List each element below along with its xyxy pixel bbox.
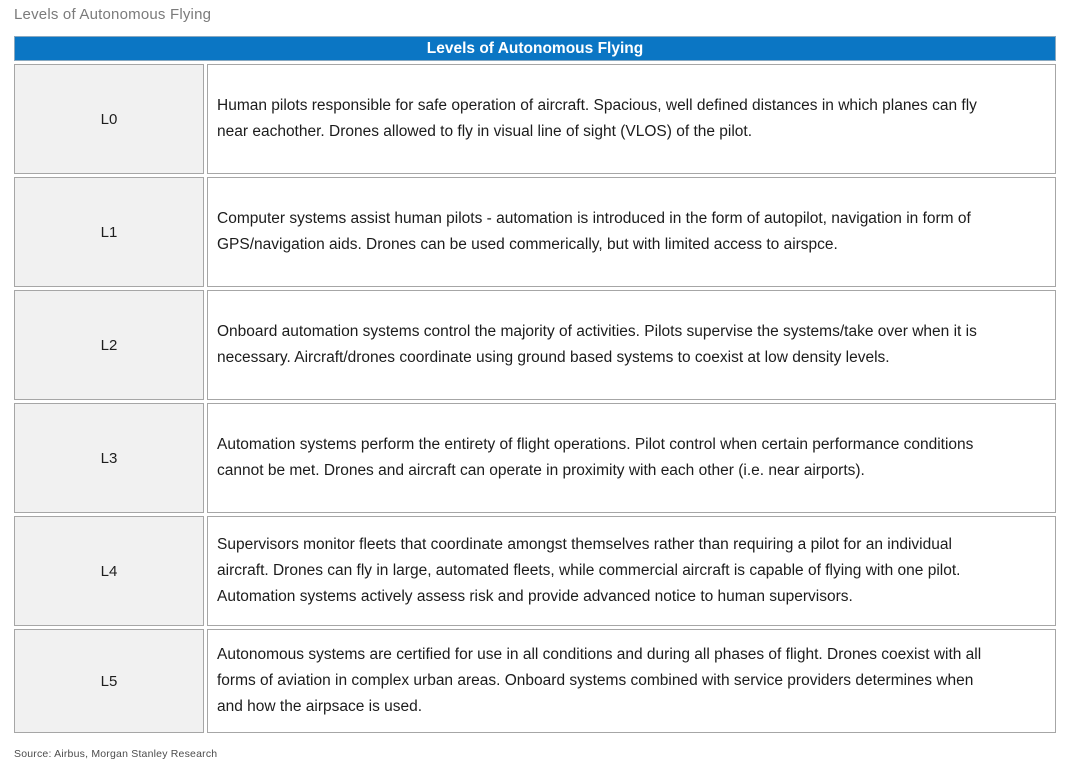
- level-cell: L3: [14, 403, 204, 513]
- table-row: [14, 64, 1056, 174]
- level-cell: L1: [14, 177, 204, 287]
- description-cell: Human pilots responsible for safe operation of aircraft. Spacious, well defined distances in which planes can fly near eachother. Drones allowed to fly in visual line of sight (VLOS) of the pilot.: [207, 64, 1056, 174]
- table-row: [14, 516, 1056, 626]
- autonomy-levels-table: [14, 36, 1056, 733]
- description-cell: Computer systems assist human pilots - automation is introduced in the form of autopilot, navigation in form of GPS/navigation aids. Drones can be used commerically, but with limited access to airspce.: [207, 177, 1056, 287]
- level-cell: L0: [14, 64, 204, 174]
- level-cell: L5: [14, 629, 204, 733]
- page-title: Levels of Autonomous Flying: [14, 6, 212, 23]
- table-row: [14, 177, 1056, 287]
- table-row: [14, 629, 1056, 733]
- table-row: [14, 290, 1056, 400]
- description-cell: Automation systems perform the entirety of flight operations. Pilot control when certain performance conditions cannot be met. Drones and aircraft can operate in proximity with each other (i.e. near airports).: [207, 403, 1056, 513]
- table-row: [14, 403, 1056, 513]
- description-cell: Supervisors monitor fleets that coordinate amongst themselves rather than requiring a pilot for an individual aircraft. Drones can fly in large, automated fleets, while commercial aircraft is capable of flying with one pilot. Automation systems actively assess risk and provide advanced notice to human supervisors.: [207, 516, 1056, 626]
- source-note: Source: Airbus, Morgan Stanley Research: [14, 748, 218, 760]
- table-header: Levels of Autonomous Flying: [14, 36, 1056, 61]
- level-cell: L4: [14, 516, 204, 626]
- description-cell: Onboard automation systems control the majority of activities. Pilots supervise the systems/take over when it is necessary. Aircraft/drones coordinate using ground based systems to coexist at low density levels.: [207, 290, 1056, 400]
- level-cell: L2: [14, 290, 204, 400]
- description-cell: Autonomous systems are certified for use in all conditions and during all phases of flight. Drones coexist with all forms of aviation in complex urban areas. Onboard systems combined with service providers determines when and how the airpsace is used.: [207, 629, 1056, 733]
